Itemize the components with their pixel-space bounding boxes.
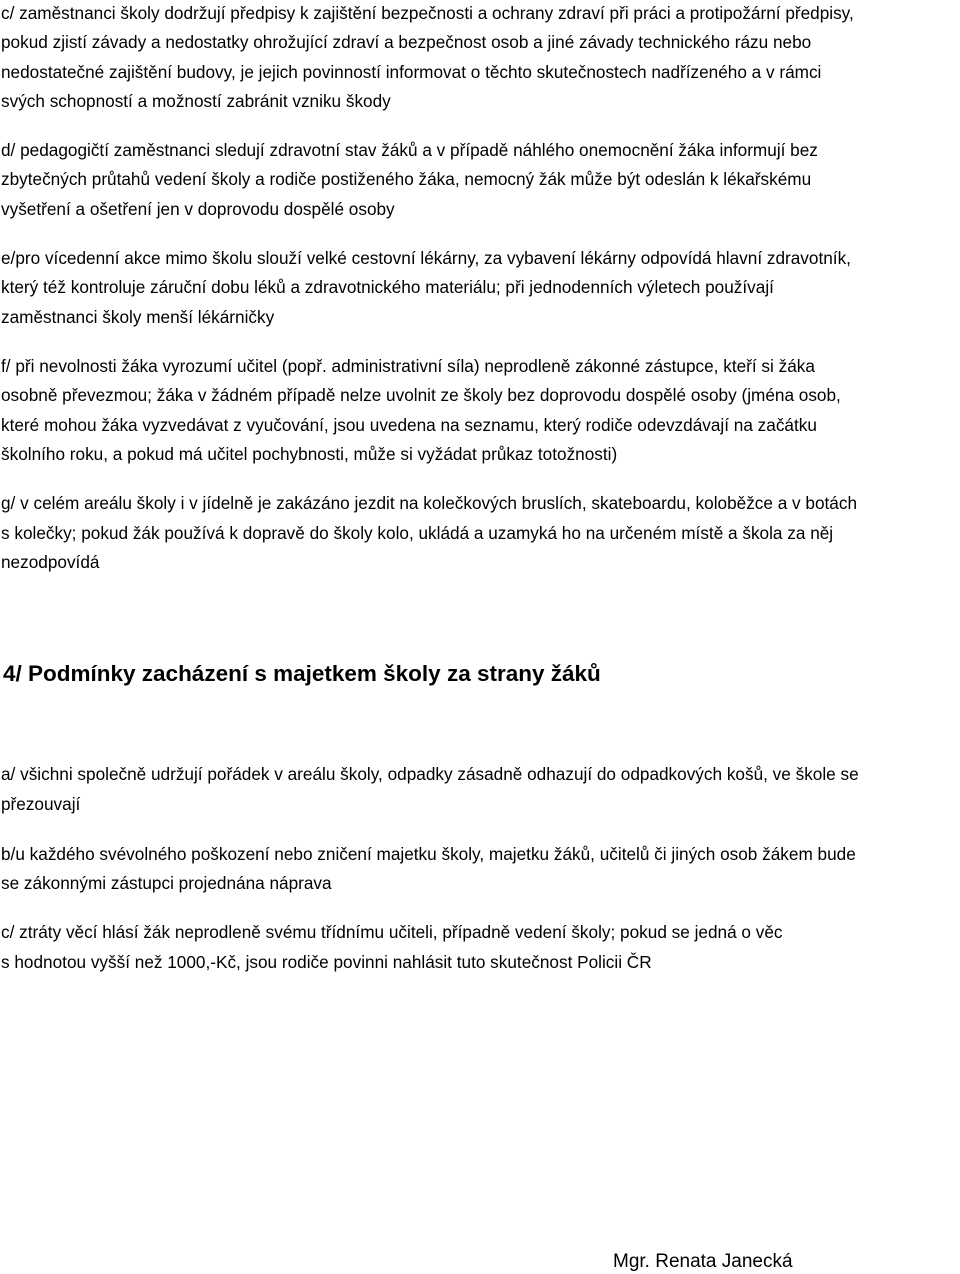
- paragraph-d-line-1: d/ pedagogičtí zaměstnanci sledují zdravotní stav žáků a v případě náhlého onemocnění žáka informují bez: [1, 140, 818, 160]
- paragraph-f-line-1: f/ při nevolnosti žáka vyrozumí učitel (popř. administrativní síla) neprodleně zákonné zástupce, kteří si žáka: [1, 356, 815, 376]
- signature-name: Mgr. Renata Janecká: [613, 1251, 793, 1272]
- paragraph-4c-line-1: c/ ztráty věcí hlásí žák neprodleně svému třídnímu učiteli, případně vedení školy; pokud se jedná o věc: [1, 922, 783, 942]
- paragraph-e-line-1: e/pro vícedenní akce mimo školu slouží velké cestovní lékárny, za vybavení lékárny odpovídá hlavní zdravotník,: [1, 248, 851, 268]
- paragraph-g-line-3: nezodpovídá: [1, 552, 100, 572]
- paragraph-f-line-4: školního roku, a pokud má učitel pochybnosti, může si vyžádat průkaz totožnosti): [1, 444, 618, 464]
- paragraph-4a-line-2: přezouvají: [1, 794, 81, 814]
- paragraph-c-line-3: nedostatečné zajištění budovy, je jejich povinností informovat o těchto skutečnostech nadřízeného a v rámci: [1, 62, 822, 82]
- paragraph-f-line-3: které mohou žáka vyzvedávat z vyučování, jsou uvedena na seznamu, který rodiče odevzdávají na začátku: [1, 415, 817, 435]
- paragraph-f-line-2: osobně převezmou; žáka v žádném případě nelze uvolnit ze školy bez doprovodu dospělé osoby (jména osob,: [1, 385, 841, 405]
- paragraph-c-line-2: pokud zjistí závady a nedostatky ohrožující zdraví a bezpečnost osob a jiné závady technického rázu nebo: [1, 32, 812, 52]
- paragraph-c-line-1: c/ zaměstnanci školy dodržují předpisy k zajištění bezpečnosti a ochrany zdraví při práci a protipožární předpisy,: [1, 3, 854, 23]
- section-heading: 4/ Podmínky zacházení s majetkem školy za strany žáků: [3, 661, 601, 686]
- paragraph-g-line-2: s kolečky; pokud žák používá k dopravě do školy kolo, ukládá a uzamyká ho na určeném místě a škola za něj: [1, 523, 834, 543]
- paragraph-4c-line-2: s hodnotou vyšší než 1000,-Kč, jsou rodiče povinni nahlásit tuto skutečnost Policii ČR: [1, 952, 652, 972]
- paragraph-e-line-2: který též kontroluje záruční dobu léků a zdravotnického materiálu; při jednodenních výletech používají: [1, 277, 774, 297]
- paragraph-c-line-4: svých schopností a možností zabránit vzniku škody: [1, 91, 391, 111]
- paragraph-e-line-3: zaměstnanci školy menší lékárničky: [1, 307, 275, 327]
- paragraph-d-line-2: zbytečných průtahů vedení školy a rodiče postiženého žáka, nemocný žák může být odeslán k lékařskému: [1, 169, 812, 189]
- paragraph-4b-line-1: b/u každého svévolného poškození nebo zničení majetku školy, majetku žáků, učitelů či jiných osob žákem bude: [1, 844, 856, 864]
- paragraph-4a-line-1: a/ všichni společně udržují pořádek v areálu školy, odpadky zásadně odhazují do odpadkových košů, ve škole se: [1, 764, 859, 784]
- paragraph-g-line-1: g/ v celém areálu školy i v jídelně je zakázáno jezdit na kolečkových bruslích, skateboardu, koloběžce a v botách: [1, 493, 858, 513]
- paragraph-4b-line-2: se zákonnými zástupci projednána náprava: [1, 873, 332, 893]
- paragraph-d-line-3: vyšetření a ošetření jen v doprovodu dospělé osoby: [1, 199, 395, 219]
